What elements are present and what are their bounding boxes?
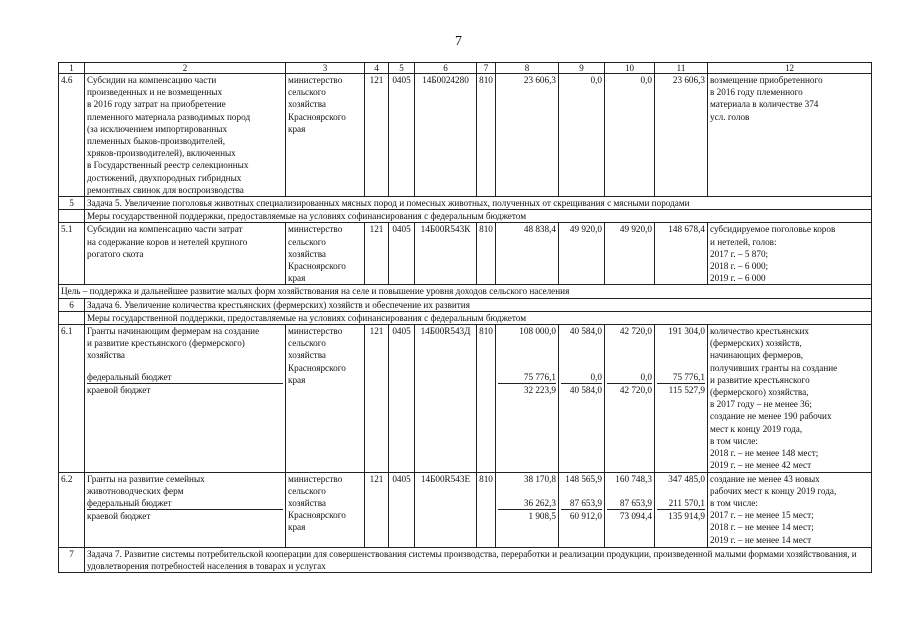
table-row	[59, 223, 872, 285]
task-title: Задача 6. Увеличение количества крестьянских (фермерских) хозяйств и обеспечение их развития	[85, 298, 872, 311]
federal-amount-2018: 87 653,9	[561, 497, 602, 510]
federal-amount-2017: 75 776,1	[498, 371, 556, 384]
row-number: 6	[59, 298, 85, 311]
federal-amount-2019: 0,0	[607, 371, 652, 384]
expected-result: возмещение приобретенного в 2016 году племенного материала в количестве 374 усл. голов	[708, 74, 872, 197]
task-row	[59, 298, 872, 311]
measures-row	[59, 210, 872, 223]
amount-2019: 160 748,3	[615, 473, 652, 484]
regional-budget-label: краевой бюджет	[87, 510, 151, 521]
column-number-header	[59, 63, 872, 74]
program-table	[58, 62, 872, 573]
measures-title: Меры государственной поддержки, предоставляемые на условиях софинансирования с федеральным бюджетом	[85, 210, 872, 223]
regional-budget-label: краевой бюджет	[87, 385, 151, 396]
regional-amount-2018: 60 912,0	[569, 510, 602, 521]
amount-2017: 108 000,0	[519, 326, 556, 337]
row-number: 6.1	[59, 325, 85, 472]
col-header: 10	[605, 63, 655, 74]
expected-result: субсидируемое поголовье коров и нетелей, голов: 2017 г. – 5 870; 2018 г. – 6 000; 2019 г. – 6 000	[708, 223, 872, 285]
regional-amount-total: 135 914,9	[668, 510, 705, 521]
col-header: 7	[477, 63, 496, 74]
task-title: Задача 7. Развитие системы потребительской кооперации для совершенствования системы производства, переработки и реализации продукции, произведенной малыми формами хозяйствования, и удовлетворения потребностей населения в товарах и услугах	[85, 547, 872, 572]
amount-total: 191 304,0	[668, 326, 705, 337]
vr-code: 810	[477, 223, 496, 285]
measure-name: Гранты на развитие семейных животноводческих ферм	[87, 473, 205, 496]
row-number: 5.1	[59, 223, 85, 285]
col-header: 3	[286, 63, 365, 74]
federal-amount-total: 211 570,1	[657, 497, 705, 510]
csr-code: 14Б00R543Е	[415, 472, 477, 547]
grbs-code: 121	[365, 74, 389, 197]
federal-budget-label: федеральный бюджет	[87, 497, 283, 510]
rzpr-code: 0405	[389, 472, 415, 547]
grbs-code: 121	[365, 472, 389, 547]
regional-amount-2017: 1 908,5	[528, 510, 556, 521]
col-header: 5	[389, 63, 415, 74]
csr-code: 14Б00R543Д	[415, 325, 477, 472]
page-number: 7	[455, 34, 462, 49]
responsible-ministry: министерство сельского хозяйства Красноярского края	[286, 472, 365, 547]
regional-amount-total: 115 527,9	[668, 385, 705, 396]
responsible-ministry: министерство сельского хозяйства Красноярского края	[286, 223, 365, 285]
program-table-sheet	[58, 62, 872, 573]
goal-row	[59, 285, 872, 298]
responsible-ministry: министерство сельского хозяйства Красноярского края	[286, 325, 365, 472]
amount-2018: 148 565,9	[565, 473, 602, 484]
vr-code: 810	[477, 472, 496, 547]
amount-2018: 49 920,0	[559, 223, 605, 285]
rzpr-code: 0405	[389, 223, 415, 285]
table-row	[59, 472, 872, 547]
rzpr-code: 0405	[389, 74, 415, 197]
federal-amount-total: 75 776,1	[657, 371, 705, 384]
col-header: 2	[85, 63, 286, 74]
regional-amount-2019: 73 094,4	[619, 510, 652, 521]
expected-result: создание не менее 43 новых рабочих мест к концу 2019 года, в том числе: 2017 г. – не менее 15 мест; 2018 г. – не менее 14 мест; 2019 г. – не менее 14 мест	[708, 472, 872, 547]
federal-budget-label: федеральный бюджет	[87, 371, 283, 384]
measures-title: Меры государственной поддержки, предоставляемые на условиях софинансирования с федеральным бюджетом	[85, 311, 872, 324]
measure-name: Субсидии на компенсацию части произведенных и не возмещенных в 2016 году затрат на приобретение племенного материала разводимых пород (за исключением импортированных племенных быков-производителей, хряков-производителей), включенных в Государственный реестр селекционных достижений, двухпородных гибридных ремонтных свинок для воспроизводства	[85, 74, 286, 197]
vr-code: 810	[477, 325, 496, 472]
table-row	[59, 74, 872, 197]
regional-amount-2018: 40 584,0	[569, 385, 602, 396]
amount-total: 148 678,4	[655, 223, 708, 285]
amount-total: 23 606,3	[655, 74, 708, 197]
goal-title: Цель – поддержка и дальнейшее развитие малых форм хозяйствования на селе и повышение уровня доходов сельского населения	[59, 285, 872, 298]
col-header: 11	[655, 63, 708, 74]
vr-code: 810	[477, 74, 496, 197]
amount-total: 347 485,0	[668, 473, 705, 484]
row-number: 6.2	[59, 472, 85, 547]
col-header: 12	[708, 63, 872, 74]
csr-code: 14Б00R543К	[415, 223, 477, 285]
expected-result: количество крестьянских (фермерских) хозяйств, начинающих фермеров, получивших гранты на создание и развитие крестьянского (фермерского) хозяйства, в 2017 году – не менее 36; создание не менее 190 рабочих мест к концу 2019 года, в том числе: 2018 г. – не менее 148 мест; 2019 г. – не менее 42 мест	[708, 325, 872, 472]
amount-2017: 48 838,4	[496, 223, 559, 285]
amount-2018: 40 584,0	[569, 326, 602, 337]
amount-2017: 38 170,8	[523, 473, 556, 484]
amount-2019: 49 920,0	[605, 223, 655, 285]
measure-name: Субсидии на компенсацию части затрат на содержание коров и нетелей крупного рогатого скота	[85, 223, 286, 285]
row-number: 5	[59, 197, 85, 210]
task-title: Задача 5. Увеличение поголовья животных специализированных мясных пород и помесных животных, полученных от скрещивания с мясными породами	[85, 197, 872, 210]
regional-amount-2019: 42 720,0	[619, 385, 652, 396]
regional-amount-2017: 32 223,9	[523, 385, 556, 396]
table-row	[59, 325, 872, 472]
amount-2019: 0,0	[605, 74, 655, 197]
responsible-ministry: министерство сельского хозяйства Красноярского края	[286, 74, 365, 197]
task-row	[59, 547, 872, 572]
rzpr-code: 0405	[389, 325, 415, 472]
measures-row	[59, 311, 872, 324]
row-number: 7	[59, 547, 85, 572]
col-header: 4	[365, 63, 389, 74]
amount-2017: 23 606,3	[496, 74, 559, 197]
col-header: 1	[59, 63, 85, 74]
col-header: 9	[559, 63, 605, 74]
grbs-code: 121	[365, 223, 389, 285]
federal-amount-2018: 0,0	[561, 371, 602, 384]
row-number: 4.6	[59, 74, 85, 197]
col-header: 6	[415, 63, 477, 74]
measure-name: Гранты начинающим фермерам на создание и развитие крестьянского (фермерского) хозяйства	[87, 326, 260, 361]
federal-amount-2019: 87 653,9	[607, 497, 652, 510]
col-header: 8	[496, 63, 559, 74]
federal-amount-2017: 36 262,3	[498, 497, 556, 510]
csr-code: 14Б0024280	[415, 74, 477, 197]
task-row	[59, 197, 872, 210]
grbs-code: 121	[365, 325, 389, 472]
amount-2019: 42 720,0	[619, 326, 652, 337]
amount-2018: 0,0	[559, 74, 605, 197]
